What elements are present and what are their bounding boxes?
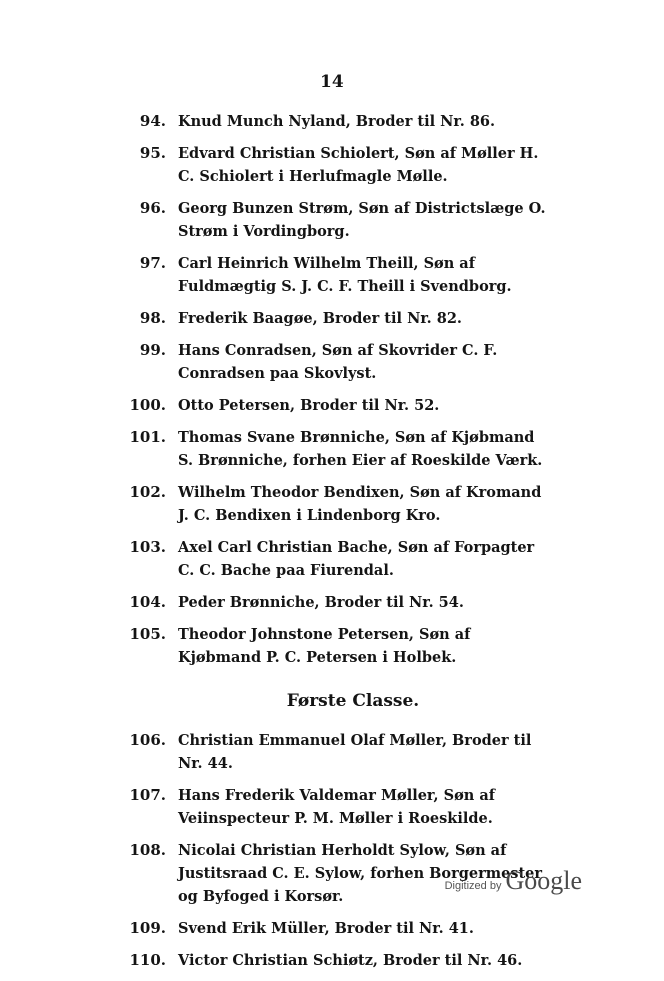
- list-item: [118, 729, 548, 775]
- entry-number: 103.: [129, 538, 166, 556]
- entry-text: Peder Brønniche, Broder til Nr. 54.: [178, 594, 464, 611]
- entry-number: 95.: [139, 144, 166, 162]
- entry-text: Knud Munch Nyland, Broder til Nr. 86.: [178, 113, 496, 130]
- entry-text: Axel Carl Christian Bache, Søn af Forpagter C. C. Bache paa Fiurendal.: [178, 539, 535, 579]
- entry-number: 94.: [139, 112, 166, 130]
- entry-text: Wilhelm Theodor Bendixen, Søn af Kromand J. C. Bendixen i Lindenborg Kro.: [178, 484, 542, 524]
- list-item: [118, 949, 548, 972]
- section-heading: Første Classe.: [286, 691, 420, 711]
- list-item: [118, 197, 548, 243]
- entry-text: Victor Christian Schiøtz, Broder til Nr. 46.: [178, 952, 523, 969]
- entry-text: Svend Erik Müller, Broder til Nr. 41.: [178, 920, 474, 937]
- entry-number: 105.: [129, 625, 166, 643]
- entry-number: 97.: [139, 254, 166, 272]
- entry-text: Carl Heinrich Wilhelm Theill, Søn af Fuldmægtig S. J. C. F. Theill i Svendborg.: [178, 255, 512, 295]
- list-item: [118, 591, 548, 614]
- entry-number: 107.: [129, 786, 166, 804]
- entries-before-group: [118, 110, 548, 669]
- entry-text: Frederik Baagøe, Broder til Nr. 82.: [178, 310, 462, 327]
- entry-text: Thomas Svane Brønniche, Søn af Kjøbmand S. Brønniche, forhen Eier af Roeskilde Værk.: [178, 429, 543, 469]
- entry-number: 101.: [129, 428, 166, 446]
- entry-text: Georg Bunzen Strøm, Søn af Districtslæge O. Strøm i Vordingborg.: [178, 200, 546, 240]
- entry-number: 106.: [129, 731, 166, 749]
- entry-text: Hans Frederik Valdemar Møller, Søn af Veiinspecteur P. M. Møller i Roeskilde.: [178, 787, 495, 827]
- list-item: [118, 394, 548, 417]
- page-number: 14: [320, 72, 344, 92]
- list-item: [118, 307, 548, 330]
- entry-number: 99.: [139, 341, 166, 359]
- list-item: [118, 917, 548, 940]
- list-item: [118, 110, 548, 133]
- entry-number: 98.: [139, 309, 166, 327]
- list-item: [118, 339, 548, 385]
- entry-text: Edvard Christian Schiolert, Søn af Møller H. C. Schiolert i Herlufmagle Mølle.: [178, 145, 539, 185]
- list-item: [118, 142, 548, 188]
- entry-list: [118, 110, 548, 981]
- list-item: [118, 784, 548, 830]
- entries-after-group: [118, 729, 548, 972]
- entry-text: Nicolai Christian Herholdt Sylow, Søn af Justitsraad C. E. Sylow, forhen Borgermester og Byfoged i Korsør.: [178, 842, 543, 905]
- google-logo: Google: [505, 866, 582, 895]
- entry-number: 102.: [129, 483, 166, 501]
- list-item: [118, 536, 548, 582]
- entry-text: Christian Emmanuel Olaf Møller, Broder til Nr. 44.: [178, 732, 532, 772]
- entry-text: Hans Conradsen, Søn af Skovrider C. F. Conradsen paa Skovlyst.: [178, 342, 498, 382]
- entry-number: 104.: [129, 593, 166, 611]
- entry-number: 96.: [139, 199, 166, 217]
- list-item: [118, 481, 548, 527]
- entry-text: Theodor Johnstone Petersen, Søn af Kjøbmand P. C. Petersen i Holbek.: [178, 626, 471, 666]
- entry-number: 100.: [129, 396, 166, 414]
- list-item: [118, 426, 548, 472]
- entry-number: 108.: [129, 841, 166, 859]
- digitized-label: Digitized by: [444, 880, 502, 892]
- entry-text: Otto Petersen, Broder til Nr. 52.: [178, 397, 440, 414]
- digitized-by-google-mark: [445, 866, 582, 896]
- entry-number: 110.: [129, 951, 166, 969]
- list-item: [118, 252, 548, 298]
- entry-number: 109.: [129, 919, 166, 937]
- list-item: [118, 623, 548, 669]
